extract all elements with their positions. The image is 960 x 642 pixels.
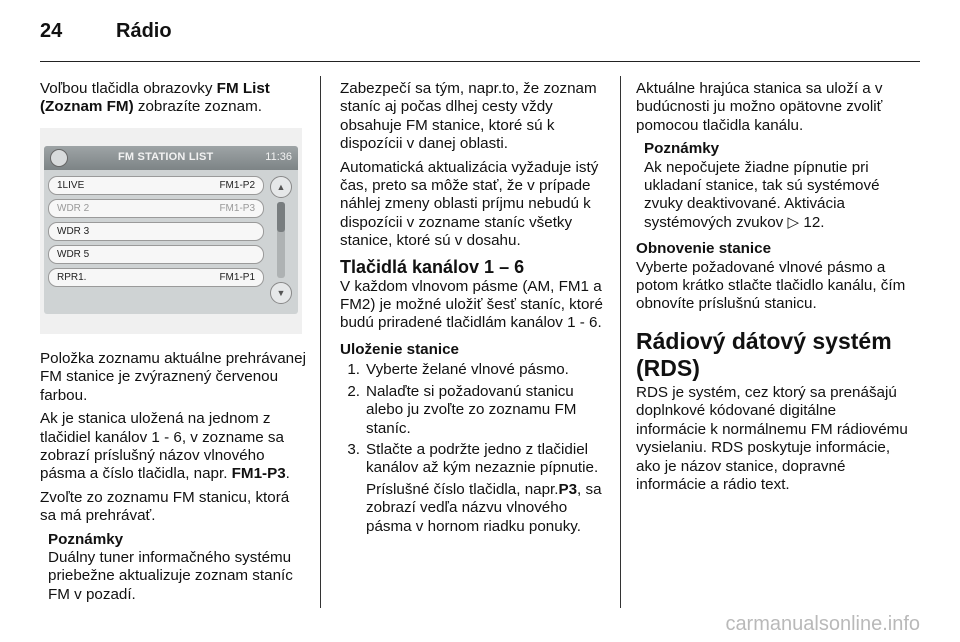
step-item: 1. Vyberte želané vlnové pásmo. [347,361,569,379]
note-text: Duálny tuner informačného systému priebežne aktualizuje zoznam staníc FM v pozadí. [48,549,293,603]
paragraph: Ak je stanica uložená na jednom z tlačidiel kanálov 1 - 6, v zozname sa zobrazí príslušný názov vlnového pásma a číslo tlačidla, napr. FM1-P3. [40,410,290,483]
step-list [340,361,606,477]
subsection-heading: Obnovenie stanice [636,240,772,258]
section-heading: Rádiový dátový systém (RDS) [636,327,892,381]
paragraph: Položka zoznamu aktuálne prehrávanej FM stanice je zvýraznený červenou farbou. [40,350,306,404]
scroll-track [277,202,285,278]
station-list-item: WDR 2 FM1-P3 [48,199,264,218]
display-scrollbar [270,176,292,304]
paragraph: V každom vlnovom pásme (AM, FM1 a FM2) je možné uložiť šesť staníc, ktoré budú priradené tlačidlám kanálov 1 - 6. [340,277,603,332]
column-divider [320,76,321,608]
fm-station-list-screenshot [40,128,302,334]
column-divider [620,76,621,608]
station-list-item: WDR 3 [48,222,264,241]
section-heading: Tlačidlá kanálov 1 – 6 [340,256,525,277]
paragraph: Zvoľte zo zoznamu FM stanicu, ktorá sa má prehrávať. [40,488,290,525]
station-list-item: RPR1. FM1-P1 [48,268,264,287]
paragraph: Automatická aktualizácia vyžaduje istý čas, preto sa môže stať, že v prípade náhlej zmeny oblasti príjmu nebudú k dispozícii v zozname staníc všetky stanice, ktoré sú v dosahu. [340,158,599,250]
watermark: carmanualsonline.info [725,613,920,635]
page-reference: 12. [803,213,825,231]
paragraph: Aktuálne hrajúca stanica sa uloží a v budúcnosti ju možno opätovne zvoliť pomocou tlačidla kanálu. [636,80,883,134]
step-detail: Príslušné číslo tlačidla, napr.P3, sa zobrazí vedľa názvu vlnového pásma v hornom riadku ponuky. [366,480,602,535]
display-title: FM STATION LIST [118,151,214,163]
station-list-item: WDR 5 [48,245,264,264]
paragraph: RDS je systém, cez ktorý sa prenášajú doplnkové kódované digitálne informácie k normálnemu FM rádiovému vysielaniu. RDS poskytuje informácie, ako je názov stanice, dopravné informácie a rádio text. [636,383,908,493]
page-header [40,0,920,62]
column-2 [340,80,606,541]
note-text: Ak nepočujete žiadne pípnutie pri ukladaní stanice, tak sú systémové zvuky deaktivované. Aktivácia systémových zvukov ▷ 12. [644,158,880,231]
paragraph: Voľbou tlačidla obrazovky FM List (Zoznam FM) zobrazíte zoznam. [40,80,270,116]
display-title-bar [44,146,298,170]
display-clock: 11:36 [265,151,292,163]
station-list [48,176,264,291]
back-icon [50,149,68,167]
paragraph: Vyberte požadované vlnové pásmo a potom krátko stlačte tlačidlo kanálu, čím obnovíte príslušnú stanicu. [636,258,906,313]
step-item: 3. Stlačte a podržte jedno z tlačidiel kanálov až kým nezaznie pípnutie. [347,440,599,477]
note-title: Poznámky [644,140,720,158]
section-title: Rádio [116,20,172,42]
scroll-thumb [277,202,285,232]
page-reference-icon: ▷ [787,213,800,231]
note-box [40,531,306,605]
column-1 [40,80,306,122]
scroll-down-icon: ▼ [270,282,292,304]
page-number: 24 [40,20,63,42]
scroll-up-icon: ▲ [270,176,292,198]
subsection-heading: Uloženie stanice [340,340,460,358]
column-3 [636,80,908,499]
radio-display [44,146,298,314]
ui-term: FM List (Zoznam FM) [40,80,270,116]
column-1-lower [40,350,306,604]
paragraph: Zabezpečí sa tým, napr.to, že zoznam staníc aj počas dlhej cesty vždy obsahuje FM stanice, ktoré sú k dispozícii v danej oblasti. [340,80,597,153]
step-item: 2. Nalaďte si požadovanú stanicu alebo ju zvoľte zo zoznamu FM staníc. [347,382,577,437]
note-title: Poznámky [48,530,124,548]
note-box [636,140,908,232]
station-list-item: 1LIVE FM1-P2 [48,176,264,195]
